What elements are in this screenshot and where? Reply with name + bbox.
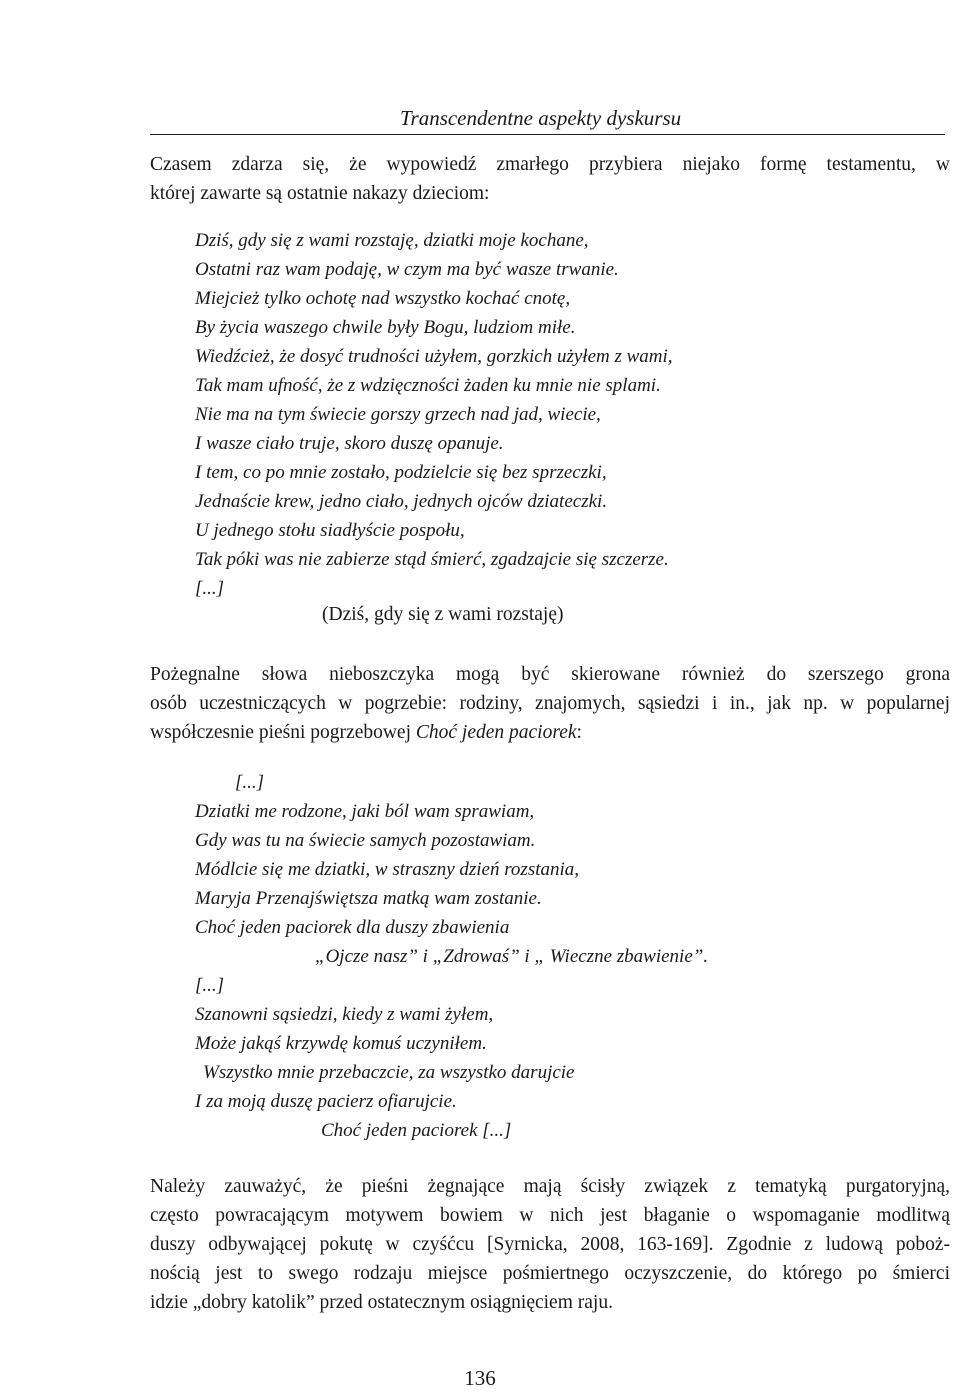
- text-line: nością jest to swego rodzaju miejsce pośmiertnego oczyszczenie, do którego po śmierci: [150, 1263, 950, 1284]
- verse-line: U jednego stołu siadłyście pospołu,: [195, 520, 465, 541]
- text-line: której zawarte są ostatnie nakazy dzieciom:: [150, 183, 490, 204]
- verse-line: Choć jeden paciorek dla duszy zbawienia: [195, 917, 510, 938]
- verse-line: By życia waszego chwile były Bogu, ludziom miłe.: [195, 317, 576, 338]
- intro-paragraph: [150, 150, 950, 208]
- text-line: duszy odbywającej pokutę w czyśćcu [Syrnicka, 2008, 163-169]. Zgodnie z ludową poboż-: [150, 1234, 950, 1255]
- verse-line: Wszystko mnie przebaczcie, za wszystko darujcie: [203, 1062, 575, 1083]
- closing-paragraph: [150, 1172, 950, 1317]
- verse-line: Tak mam ufność, że z wdzięczności żaden ku mnie nie splami.: [195, 375, 661, 396]
- verse-line: Szanowni sąsiedzi, kiedy z wami żyłem,: [195, 1004, 494, 1025]
- poem-citation: (Dziś, gdy się z wami rozstaję): [322, 604, 564, 625]
- ellipsis-bracket: [...]: [235, 772, 265, 793]
- verse-line: Może jakąś krzywdę komuś uczyniłem.: [195, 1033, 487, 1054]
- text-line-lead: współczesnie pieśni pogrzebowej: [150, 722, 416, 743]
- poem-one: [195, 226, 915, 603]
- verse-line: Tak póki was nie zabierze stąd śmierć, zgadzajcie się szczerze.: [195, 549, 669, 570]
- verse-line: Jednaście krew, jedno ciało, jednych ojców dziateczki.: [195, 491, 608, 512]
- header-rule: [150, 134, 945, 135]
- page-number: 136: [464, 1366, 496, 1390]
- verse-line: Miejcież tylko ochotę nad wszystko kochać cnotę,: [195, 288, 571, 309]
- text-line: Czasem zdarza się, że wypowiedź zmarłego przybiera niejako formę testamentu, w: [150, 154, 950, 175]
- poem-two: [195, 768, 915, 1145]
- running-header: Transcendentne aspekty dyskursu: [400, 106, 682, 130]
- verse-line: Maryja Przenajświętsza matką wam zostanie.: [195, 888, 542, 909]
- verse-line: Dziatki me rodzone, jaki ból wam sprawiam,: [195, 801, 535, 822]
- song-title: Choć jeden paciorek: [415, 722, 577, 743]
- text-line: osób uczestniczących w pogrzebie: rodziny, znajomych, sąsiedzi i in., jak np. w popularnej: [150, 693, 950, 714]
- text-line: często powracającym motywem bowiem w nich jest błaganie o wspomaganie modlitwą: [150, 1205, 950, 1226]
- verse-line: Wiedźcież, że dosyć trudności użyłem, gorzkich użyłem z wami,: [195, 346, 673, 367]
- verse-line: Ostatni raz wam podaję, w czym ma być wasze trwanie.: [195, 259, 619, 280]
- ellipsis-bracket: [...]: [195, 975, 225, 996]
- verse-line: Nie ma na tym świecie gorszy grzech nad jad, wiecie,: [195, 404, 601, 425]
- verse-line: Gdy was tu na świecie samych pozostawiam.: [195, 830, 536, 851]
- verse-line: I wasze ciało truje, skoro duszę opanuje.: [195, 433, 504, 454]
- verse-line: I tem, co po mnie zostało, podzielcie się bez sprzeczki,: [195, 462, 607, 483]
- verse-line: Choć jeden paciorek [...]: [321, 1120, 512, 1141]
- text-line: Należy zauważyć, że pieśni żegnające mają ścisły związek z tematyką purgatoryjną,: [150, 1176, 950, 1197]
- verse-line: Módlcie się me dziatki, w straszny dzień rozstania,: [195, 859, 580, 880]
- text-line-end: :: [576, 722, 582, 743]
- verse-line: Dziś, gdy się z wami rozstaję, dziatki moje kochane,: [195, 230, 589, 251]
- ellipsis-bracket: [...]: [195, 578, 225, 599]
- middle-paragraph: [150, 660, 950, 747]
- verse-line: „Ojcze nasz” i „Zdrowaś” i „ Wieczne zbawienie”.: [315, 946, 709, 967]
- text-line: Pożegnalne słowa nieboszczyka mogą być skierowane również do szerszego grona: [150, 664, 950, 685]
- verse-line: I za moją duszę pacierz ofiarujcie.: [195, 1091, 457, 1112]
- text-line: [150, 718, 950, 747]
- text-line: idzie „dobry katolik” przed ostatecznym osiągnięciem raju.: [150, 1292, 613, 1313]
